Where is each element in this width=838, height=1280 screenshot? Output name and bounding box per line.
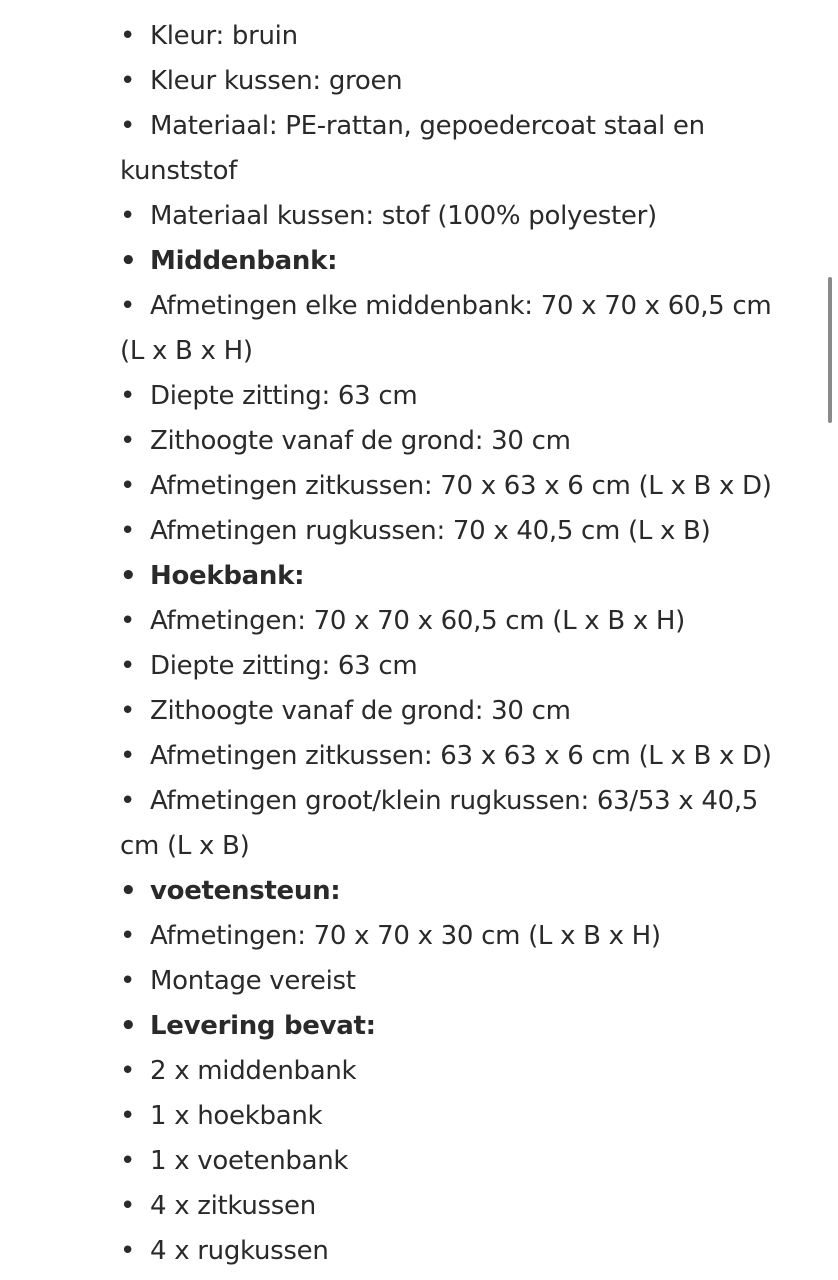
bullet-icon: • <box>120 426 136 456</box>
spec-list-item <box>120 419 810 464</box>
spec-list-item <box>120 1049 810 1094</box>
bullet-icon: • <box>120 786 136 816</box>
spec-text: 4 x zitkussen <box>150 1191 316 1221</box>
spec-list-item <box>120 1229 810 1274</box>
spec-text: Materiaal: PE-rattan, gepoedercoat staal en <box>150 111 705 141</box>
spec-list-item <box>120 779 810 824</box>
spec-text: Diepte zitting: 63 cm <box>150 651 418 681</box>
spec-list-item <box>120 1139 810 1184</box>
bullet-icon: • <box>120 1011 137 1041</box>
spec-list-item <box>120 734 810 779</box>
spec-section-heading <box>120 554 810 599</box>
bullet-icon: • <box>120 966 136 996</box>
spec-text: Kleur: bruin <box>150 21 298 51</box>
spec-text: Kleur kussen: groen <box>150 66 403 96</box>
spec-text: 2 x middenbank <box>150 1056 357 1086</box>
spec-text: 1 x hoekbank <box>150 1101 323 1131</box>
bullet-icon: • <box>120 516 136 546</box>
spec-text: Afmetingen: 70 x 70 x 60,5 cm (L x B x H) <box>150 606 685 636</box>
spec-text: Afmetingen elke middenbank: 70 x 70 x 60,5 cm <box>150 291 772 321</box>
spec-text-continuation: cm (L x B) <box>120 831 250 861</box>
spec-text-continuation: (L x B x H) <box>120 336 253 366</box>
spec-text: Hoekbank: <box>150 561 305 591</box>
bullet-icon: • <box>120 66 136 96</box>
spec-list-item <box>120 914 810 959</box>
spec-list-item <box>120 284 810 329</box>
bullet-icon: • <box>120 1236 136 1266</box>
spec-list-item <box>120 959 810 1004</box>
spec-text: Zithoogte vanaf de grond: 30 cm <box>150 696 571 726</box>
bullet-icon: • <box>120 111 136 141</box>
bullet-icon: • <box>120 606 136 636</box>
spec-text: Afmetingen: 70 x 70 x 30 cm (L x B x H) <box>150 921 661 951</box>
bullet-icon: • <box>120 1146 136 1176</box>
bullet-icon: • <box>120 1101 136 1131</box>
spec-text: 1 x voetenbank <box>150 1146 349 1176</box>
spec-list-item <box>120 1184 810 1229</box>
spec-text: Diepte zitting: 63 cm <box>150 381 418 411</box>
bullet-icon: • <box>120 741 136 771</box>
spec-text-continuation: kunststof <box>120 156 238 186</box>
spec-list-item <box>120 194 810 239</box>
spec-list-item <box>120 1094 810 1139</box>
bullet-icon: • <box>120 561 137 591</box>
bullet-icon: • <box>120 1056 136 1086</box>
bullet-icon: • <box>120 921 136 951</box>
spec-section-heading <box>120 869 810 914</box>
bullet-icon: • <box>120 876 137 906</box>
spec-text: Montage vereist <box>150 966 356 996</box>
spec-text: Zithoogte vanaf de grond: 30 cm <box>150 426 571 456</box>
spec-text: Afmetingen rugkussen: 70 x 40,5 cm (L x B) <box>150 516 711 546</box>
spec-text: Middenbank: <box>150 246 338 276</box>
bullet-icon: • <box>120 291 136 321</box>
spec-text: Afmetingen zitkussen: 70 x 63 x 6 cm (L x B x D) <box>150 471 772 501</box>
bullet-icon: • <box>120 246 137 276</box>
bullet-icon: • <box>120 201 136 231</box>
bullet-icon: • <box>120 471 136 501</box>
spec-list-item <box>120 374 810 419</box>
bullet-icon: • <box>120 21 136 51</box>
spec-section-heading <box>120 239 810 284</box>
spec-text: Afmetingen groot/klein rugkussen: 63/53 x 40,5 <box>150 786 759 816</box>
spec-text: Afmetingen zitkussen: 63 x 63 x 6 cm (L x B x D) <box>150 741 772 771</box>
spec-list-item <box>120 689 810 734</box>
spec-text: voetensteun: <box>150 876 341 906</box>
spec-text: Levering bevat: <box>150 1011 376 1041</box>
bullet-icon: • <box>120 651 136 681</box>
spec-list-item <box>120 464 810 509</box>
spec-list-item <box>120 59 810 104</box>
product-specification-list <box>120 14 810 1274</box>
bullet-icon: • <box>120 696 136 726</box>
spec-list-item <box>120 509 810 554</box>
bullet-icon: • <box>120 381 136 411</box>
spec-text: 4 x rugkussen <box>150 1236 329 1266</box>
bullet-icon: • <box>120 1191 136 1221</box>
spec-list-item <box>120 104 810 149</box>
scrollbar[interactable] <box>828 277 832 423</box>
spec-section-heading <box>120 1004 810 1049</box>
spec-text: Materiaal kussen: stof (100% polyester) <box>150 201 657 231</box>
spec-list-item <box>120 644 810 689</box>
spec-list-item <box>120 14 810 59</box>
spec-list-item <box>120 599 810 644</box>
